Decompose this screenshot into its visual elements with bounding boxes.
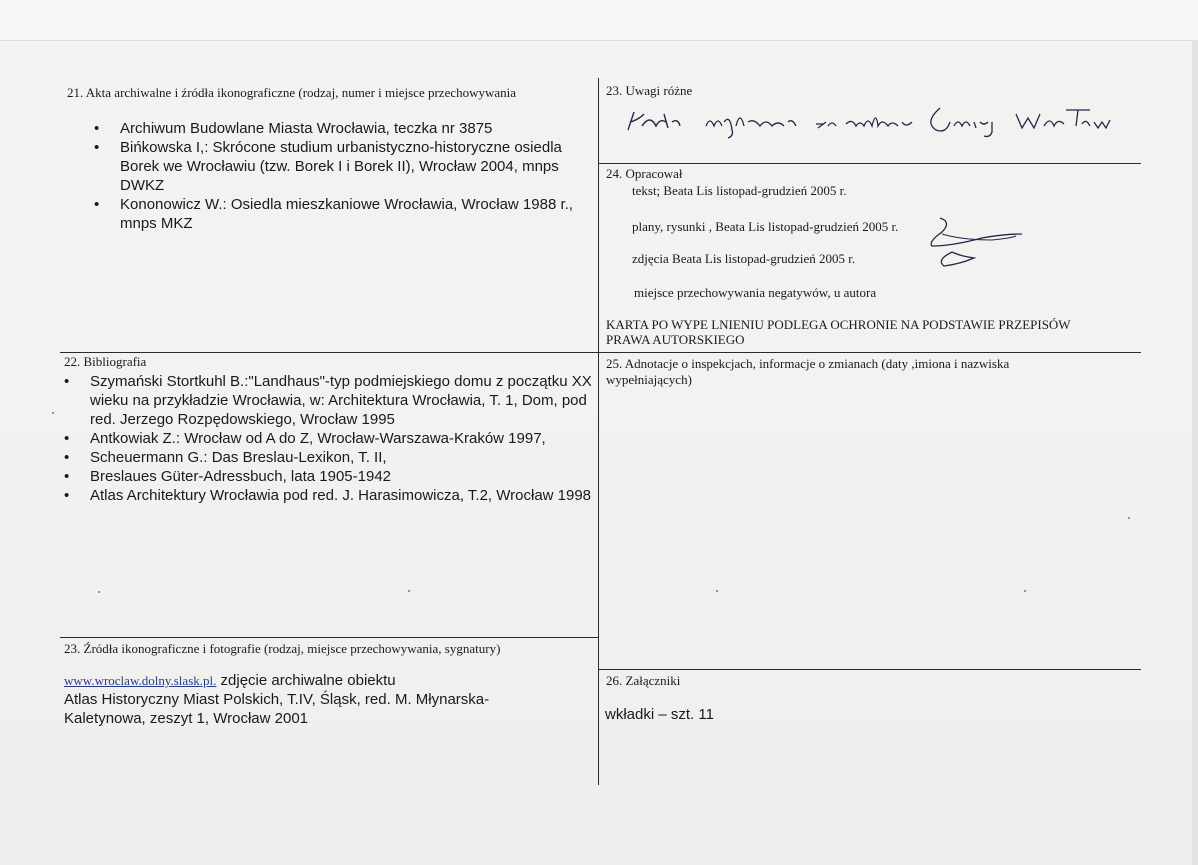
copyright-notice-line1: KARTA PO WYPE LNIENIU PODLEGA OCHRONIE NA PODSTAWIE PRZEPISÓW (606, 317, 1071, 332)
divider-24-top (598, 163, 1141, 164)
section-23-sources-line2: Atlas Historyczny Miast Polskich, T.IV, Śląsk, red. M. Młynarska- (64, 691, 490, 708)
section-22-heading: 22. Bibliografia (64, 354, 147, 369)
section-25-heading-line2: wypełniających) (606, 372, 692, 387)
divider-26-top (598, 669, 1141, 670)
scan-speck (408, 590, 410, 592)
divider-22-top (60, 352, 1141, 353)
scan-speck (1024, 590, 1026, 592)
scan-speck (98, 591, 100, 593)
section-21-list (94, 119, 599, 233)
credit-plans: plany, rysunki , Beata Lis listopad-grudzień 2005 r. (632, 219, 899, 234)
section-25-heading-line1: 25. Adnotacje o inspekcjach, informacje o zmianach (daty ,imiona i nazwiska (606, 356, 1010, 371)
section-23-remarks-heading: 23. Uwagi różne (606, 83, 693, 98)
copyright-notice-line2: PRAWA AUTORSKIEGO (606, 332, 745, 347)
list-item: • Scheuermann G.: Das Breslau-Lexikon, T. II, (64, 448, 596, 467)
divider-23-left-top (60, 637, 598, 638)
section-21-heading: 21. Akta archiwalne i źródła ikonograficzne (rodzaj, numer i miejsce przechowywania (67, 85, 517, 100)
credit-text: tekst; Beata Lis listopad-grudzień 2005 r. (632, 183, 847, 198)
scan-speck (52, 412, 54, 414)
credit-photos: zdjęcia Beata Lis listopad-grudzień 2005 r. (632, 251, 856, 266)
section-26-heading: 26. Załączniki (606, 673, 681, 688)
handwritten-remark (620, 100, 1120, 140)
list-item: • Antkowiak Z.: Wrocław od A do Z, Wrocław-Warszawa-Kraków 1997, (64, 429, 596, 448)
scan-speck (716, 590, 718, 592)
top-paper-band (0, 0, 1198, 41)
section-23-sources-line1 (64, 672, 396, 689)
negatives-location: miejsce przechowywania negatywów, u autora (634, 285, 877, 300)
section-22-list (64, 372, 596, 505)
list-item: • Kononowicz W.: Osiedla mieszkaniowe Wrocławia, Wrocław 1988 r., mnps MKZ (94, 195, 599, 233)
list-item: • Atlas Architektury Wrocławia pod red. J. Harasimowicza, T.2, Wrocław 1998 (64, 486, 596, 505)
source-link[interactable]: www.wroclaw.dolny.slask.pl. (64, 673, 217, 688)
list-item: • Archiwum Budowlane Miasta Wrocławia, teczka nr 3875 (94, 119, 599, 138)
handwritten-remark-scribble (620, 100, 1120, 140)
signature-scribble (912, 212, 1032, 274)
signature (912, 212, 1032, 274)
attachments-count: wkładki – szt. 11 (605, 706, 714, 723)
section-23-sources-line3: Kaletynowa, zeszyt 1, Wrocław 2001 (64, 710, 309, 727)
section-23-sources-heading: 23. Źródła ikonograficzne i fotografie (rodzaj, miejsce przechowywania, sygnatury) (64, 641, 501, 656)
list-item: • Bińkowska I,: Skrócone studium urbanistyczno-historyczne osiedla Borek we Wrocławiu (tzw. Borek I i Borek II), Wrocław 2004, mnps DWKZ (94, 138, 599, 195)
right-paper-edge (1192, 40, 1198, 865)
section-24-heading: 24. Opracował (606, 166, 683, 181)
list-item: • Szymański Stortkuhl B.:"Landhaus"-typ podmiejskiego domu z początku XX wieku na przykładzie Wrocławia, w: Architektura Wrocławia, T. 1, Dom, pod red. Jerzego Rozpędowskiego, Wrocław 1995 (64, 372, 596, 429)
list-item: • Breslaues Güter-Adressbuch, lata 1905-1942 (64, 467, 596, 486)
scan-speck (1128, 517, 1130, 519)
source-link-description: zdjęcie archiwalne obiektu (216, 672, 396, 689)
